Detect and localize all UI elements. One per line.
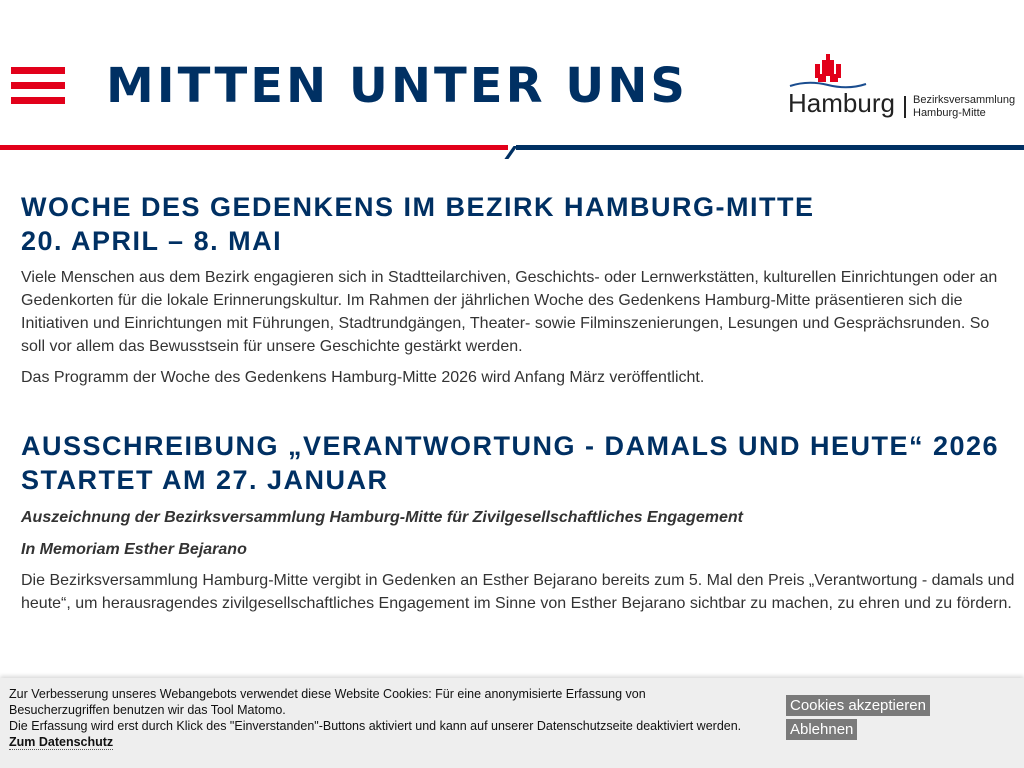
logo-city: Hamburg — [788, 88, 895, 118]
header-rule-red — [0, 145, 508, 150]
castle-icon — [788, 52, 868, 90]
section-woche-des-gedenkens — [21, 190, 1016, 389]
paragraph: Viele Menschen aus dem Bezirk engagieren sich in Stadtteilarchiven, Geschichts- oder Lernwerkstätten, kulturellen Einrichtungen oder an Gedenkorten für die lokale Erinnerungskultur. Im Rahmen der jährlichen Woche des Gedenkens Hamburg-Mitte präsentieren sich die Initiativen und Einrichtungen mit Führungen, Stadtrundgängen, Theater- sowie Filminszenierungen, Lesungen und Gesprächsrunden. So soll vor allem das Bewusstsein für unsere Geschichte gestärkt werden. — [21, 269, 998, 355]
site-title[interactable]: MITTEN UNTER UNS — [106, 58, 688, 114]
main-content — [21, 190, 1016, 615]
subtitle: Auszeichnung der Bezirksversammlung Hamburg-Mitte für Zivilgesellschaftliches Engagement — [21, 509, 743, 526]
subtitle: In Memoriam Esther Bejarano — [21, 541, 247, 558]
logo-divider — [904, 96, 906, 118]
paragraph: Das Programm der Woche des Gedenkens Hamburg-Mitte 2026 wird Anfang März veröffentlicht. — [21, 369, 705, 386]
hamburg-logo[interactable] — [788, 52, 1024, 124]
reject-cookies-button[interactable]: Ablehnen — [786, 719, 857, 740]
cookie-banner — [0, 678, 1024, 768]
section-heading: AUSSCHREIBUNG „VERANTWORTUNG - DAMALS UND HEUTE“ 2026 STARTET AM 27. JANUAR — [21, 431, 1000, 495]
menu-hamburger-button[interactable] — [11, 67, 65, 104]
accept-cookies-button[interactable]: Cookies akzeptieren — [786, 695, 930, 716]
section-ausschreibung — [21, 429, 1016, 615]
cookie-text: Zur Verbesserung unseres Webangebots verwendet diese Website Cookies: Für eine anonymisierte Erfassung von Besucherzugriffen benutzen wir das Tool Matomo. Die Erfassung wird erst durch Klick des "Einverstanden"-Buttons aktiviert und kann auf unserer Datenschutzseite deaktiviert werden. Zum Datenschutz — [9, 687, 742, 749]
privacy-link[interactable]: Zum Datenschutz — [9, 735, 114, 749]
section-heading: WOCHE DES GEDENKENS IM BEZIRK HAMBURG-MITTE 20. APRIL – 8. MAI — [21, 192, 815, 256]
paragraph: Die Bezirksversammlung Hamburg-Mitte vergibt in Gedenken an Esther Bejarano bereits zum 5. Mal den Preis „Verantwortung - damals und heute“, um herausragendes zivilgesellschaftliches Engagement im Sinne von Esther Bejarano sichtbar zu machen, zu ehren und zu fördern. — [21, 572, 1015, 612]
logo-subtitle: Bezirksversammlung Hamburg-Mitte — [913, 94, 1016, 119]
header-rule-blue — [516, 145, 1024, 150]
